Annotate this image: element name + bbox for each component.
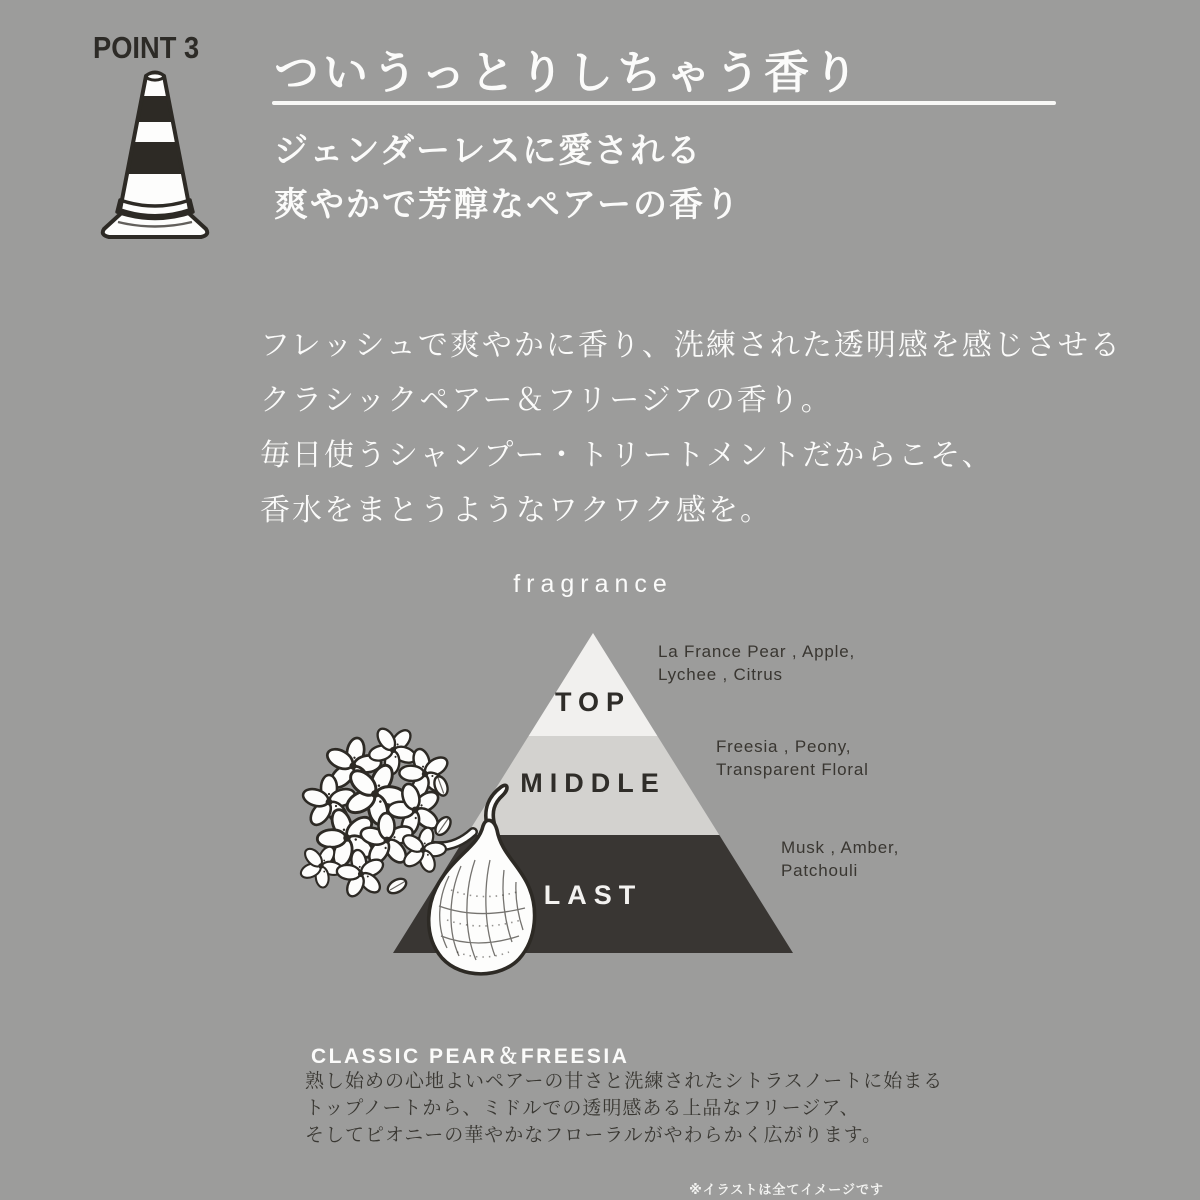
intro-line-1: フレッシュで爽やかに香り、洗練された透明感を感じさせる (260, 329, 1122, 362)
top-notes (658, 640, 855, 686)
top-notes-line-1: La France Pear , Apple, (658, 642, 856, 661)
intro-line-3: 毎日使うシャンプー・トリートメントだからこそ、 (260, 439, 994, 472)
point-3-label: POINT 3 (93, 30, 200, 65)
traffic-cone-icon (96, 68, 214, 248)
scent-name-heading: CLASSIC PEAR＆FREESIA (311, 1045, 630, 1068)
fragrance-section-label: fragrance (513, 570, 673, 598)
last-notes-line-1: Musk , Amber, (781, 838, 900, 857)
subtitle (274, 124, 741, 232)
scent-description-line-1: 熟し始めの心地よいペアーの甘さと洗練されたシトラスノートに始まる (305, 1071, 944, 1092)
pyramid-middle-label: MIDDLE (520, 768, 666, 798)
scent-description-line-3: そしてピオニーの華やかなフローラルがやわらかく広がります。 (305, 1125, 883, 1146)
last-notes-line-2: Patchouli (781, 861, 859, 880)
scent-description-line-2: トップノートから、ミドルでの透明感ある上品なフリージア、 (305, 1098, 860, 1119)
pear-freesia-illustration (291, 720, 559, 988)
middle-notes (716, 735, 869, 781)
middle-notes-line-1: Freesia , Peony, (716, 737, 852, 756)
intro-paragraph (260, 318, 1122, 538)
page-title: ついうっとりしちゃう香り (274, 47, 863, 98)
pyramid-last-label: LAST (543, 880, 643, 910)
intro-line-4: 香水をまとうようなワクワク感を。 (260, 494, 772, 527)
intro-line-2: クラシックペアー＆フリージアの香り。 (260, 384, 833, 417)
subtitle-line-1: ジェンダーレスに愛される (274, 132, 703, 170)
disclaimer-note: ※イラストは全てイメージです (689, 1182, 884, 1197)
title-underline (272, 101, 1056, 105)
subtitle-line-2: 爽やかで芳醇なペアーの香り (274, 186, 741, 224)
pyramid-top-label: TOP (554, 687, 631, 717)
scent-description (305, 1068, 943, 1149)
last-notes (781, 836, 899, 882)
top-notes-line-2: Lychee , Citrus (658, 665, 783, 684)
middle-notes-line-2: Transparent Floral (716, 760, 869, 779)
